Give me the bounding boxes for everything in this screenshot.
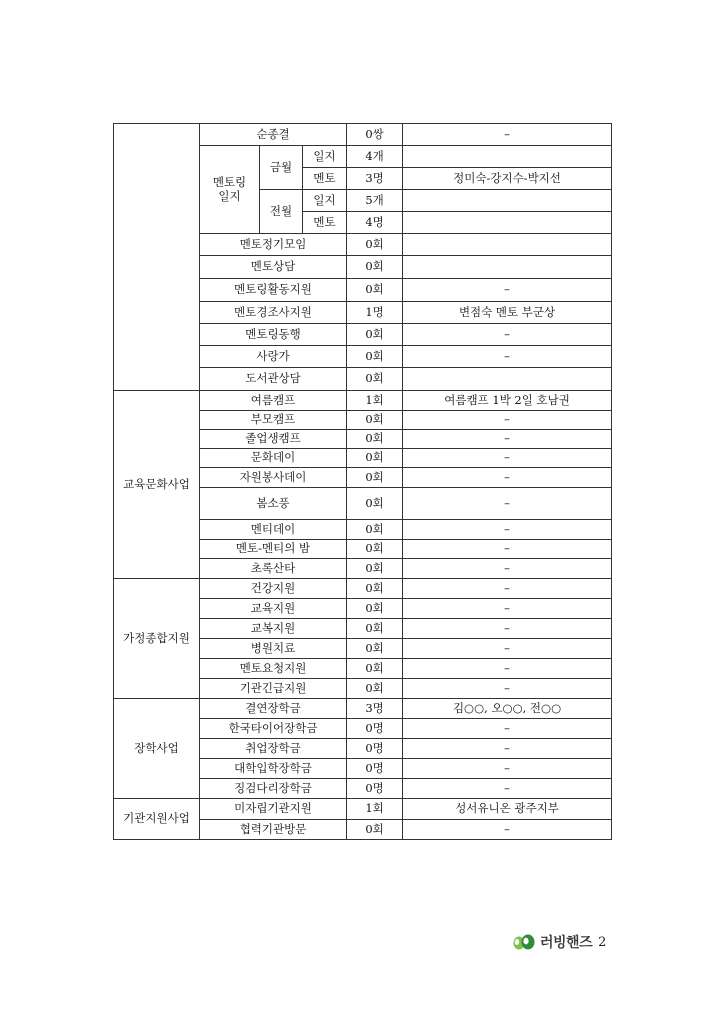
value-cell: 0회 <box>347 659 403 679</box>
footer-brand <box>512 931 606 953</box>
item-cell: 문화데이 <box>200 449 347 468</box>
table-row <box>114 799 612 820</box>
value-cell: 0회 <box>347 256 403 279</box>
note-cell: – <box>403 719 612 739</box>
item-cell: 결연장학금 <box>200 699 347 719</box>
table-row <box>114 391 612 411</box>
value-cell: 0회 <box>347 449 403 468</box>
note-cell <box>403 234 612 256</box>
value-cell: 0회 <box>347 411 403 430</box>
item-cell: 자원봉사데이 <box>200 468 347 488</box>
value-cell: 1회 <box>347 391 403 411</box>
item-cell: 병원치료 <box>200 639 347 659</box>
item-cell: 순종결 <box>200 124 347 146</box>
item-cell: 도서관상담 <box>200 368 347 391</box>
loving-hands-logo-icon <box>512 932 538 952</box>
item-cell: 초록산타 <box>200 559 347 579</box>
note-cell: – <box>403 430 612 449</box>
value-cell: 0회 <box>347 520 403 540</box>
note-cell: – <box>403 820 612 840</box>
note-cell: 변점숙 멘토 부군상 <box>403 302 612 324</box>
value-cell: 0회 <box>347 679 403 699</box>
value-cell: 3명 <box>347 168 403 190</box>
note-cell: – <box>403 759 612 779</box>
page-number: 2 <box>598 934 607 950</box>
value-cell: 0회 <box>347 559 403 579</box>
table-row <box>114 579 612 599</box>
value-cell: 0회 <box>347 488 403 520</box>
value-cell: 5개 <box>347 190 403 212</box>
value-cell: 0회 <box>347 820 403 840</box>
category-cell: 기관지원사업 <box>114 799 200 840</box>
item-cell: 징검다리장학금 <box>200 779 347 799</box>
note-cell: – <box>403 739 612 759</box>
note-cell: – <box>403 559 612 579</box>
sub-item-cell: 일지 <box>303 146 347 168</box>
mentoring-log-label: 멘토링 일지 <box>200 146 260 234</box>
item-cell: 기관긴급지원 <box>200 679 347 699</box>
note-cell: 성서유니온 광주지부 <box>403 799 612 820</box>
table-row <box>114 124 612 146</box>
note-cell: – <box>403 346 612 368</box>
note-cell: – <box>403 639 612 659</box>
activity-report-table <box>113 123 612 840</box>
value-cell: 1회 <box>347 799 403 820</box>
value-cell: 0쌍 <box>347 124 403 146</box>
note-cell: – <box>403 468 612 488</box>
value-cell: 0회 <box>347 599 403 619</box>
value-cell: 0회 <box>347 430 403 449</box>
item-cell: 멘토정기모임 <box>200 234 347 256</box>
brand-name: 러빙핸즈 <box>540 935 593 951</box>
item-cell: 협력기관방문 <box>200 820 347 840</box>
note-cell: – <box>403 411 612 430</box>
note-cell: – <box>403 488 612 520</box>
item-cell: 교육지원 <box>200 599 347 619</box>
item-cell: 멘토링활동지원 <box>200 279 347 302</box>
note-cell <box>403 190 612 212</box>
value-cell: 4명 <box>347 212 403 234</box>
value-cell: 0명 <box>347 739 403 759</box>
item-cell: 대학입학장학금 <box>200 759 347 779</box>
value-cell: 0회 <box>347 540 403 559</box>
item-cell: 미자립기관지원 <box>200 799 347 820</box>
report-table-body <box>114 124 612 840</box>
item-cell: 사랑가 <box>200 346 347 368</box>
value-cell: 0회 <box>347 619 403 639</box>
note-cell: – <box>403 779 612 799</box>
note-cell: 여름캠프 1박 2일 호남권 <box>403 391 612 411</box>
value-cell: 0회 <box>347 234 403 256</box>
note-cell: – <box>403 324 612 346</box>
note-cell: – <box>403 619 612 639</box>
value-cell: 0회 <box>347 639 403 659</box>
note-cell: – <box>403 679 612 699</box>
note-cell <box>403 146 612 168</box>
sub-item-cell: 일지 <box>303 190 347 212</box>
item-cell: 부모캠프 <box>200 411 347 430</box>
item-cell: 한국타이어장학금 <box>200 719 347 739</box>
item-cell: 취업장학금 <box>200 739 347 759</box>
item-cell: 멘토상담 <box>200 256 347 279</box>
this-month-label: 금월 <box>260 146 303 190</box>
note-cell: – <box>403 540 612 559</box>
note-cell: – <box>403 520 612 540</box>
category-cell: 교육문화사업 <box>114 391 200 579</box>
item-cell: 멘토-멘티의 밤 <box>200 540 347 559</box>
item-cell: 멘티데이 <box>200 520 347 540</box>
note-cell <box>403 212 612 234</box>
value-cell: 0회 <box>347 468 403 488</box>
value-cell: 0회 <box>347 368 403 391</box>
note-cell <box>403 368 612 391</box>
value-cell: 3명 <box>347 699 403 719</box>
item-cell: 멘토경조사지원 <box>200 302 347 324</box>
sub-item-cell: 멘토 <box>303 212 347 234</box>
note-cell: – <box>403 659 612 679</box>
note-cell: 김○○, 오○○, 전○○ <box>403 699 612 719</box>
note-cell <box>403 256 612 279</box>
note-cell: – <box>403 449 612 468</box>
item-cell: 건강지원 <box>200 579 347 599</box>
last-month-label: 전월 <box>260 190 303 234</box>
item-cell: 멘토요청지원 <box>200 659 347 679</box>
item-cell: 교복지원 <box>200 619 347 639</box>
value-cell: 0명 <box>347 719 403 739</box>
value-cell: 0회 <box>347 279 403 302</box>
category-cell: 가정종합지원 <box>114 579 200 699</box>
value-cell: 0명 <box>347 779 403 799</box>
note-cell: – <box>403 279 612 302</box>
item-cell: 졸업생캠프 <box>200 430 347 449</box>
category-cell: 장학사업 <box>114 699 200 799</box>
item-cell: 봄소풍 <box>200 488 347 520</box>
value-cell: 0회 <box>347 579 403 599</box>
item-cell: 여름캠프 <box>200 391 347 411</box>
table-row <box>114 699 612 719</box>
value-cell: 0회 <box>347 324 403 346</box>
value-cell: 1명 <box>347 302 403 324</box>
category-cell-empty <box>114 124 200 391</box>
note-cell: – <box>403 599 612 619</box>
note-cell: – <box>403 579 612 599</box>
note-cell: 정미숙-강지수-박지선 <box>403 168 612 190</box>
sub-item-cell: 멘토 <box>303 168 347 190</box>
note-cell: – <box>403 124 612 146</box>
value-cell: 0명 <box>347 759 403 779</box>
value-cell: 0회 <box>347 346 403 368</box>
value-cell: 4개 <box>347 146 403 168</box>
item-cell: 멘토링동행 <box>200 324 347 346</box>
